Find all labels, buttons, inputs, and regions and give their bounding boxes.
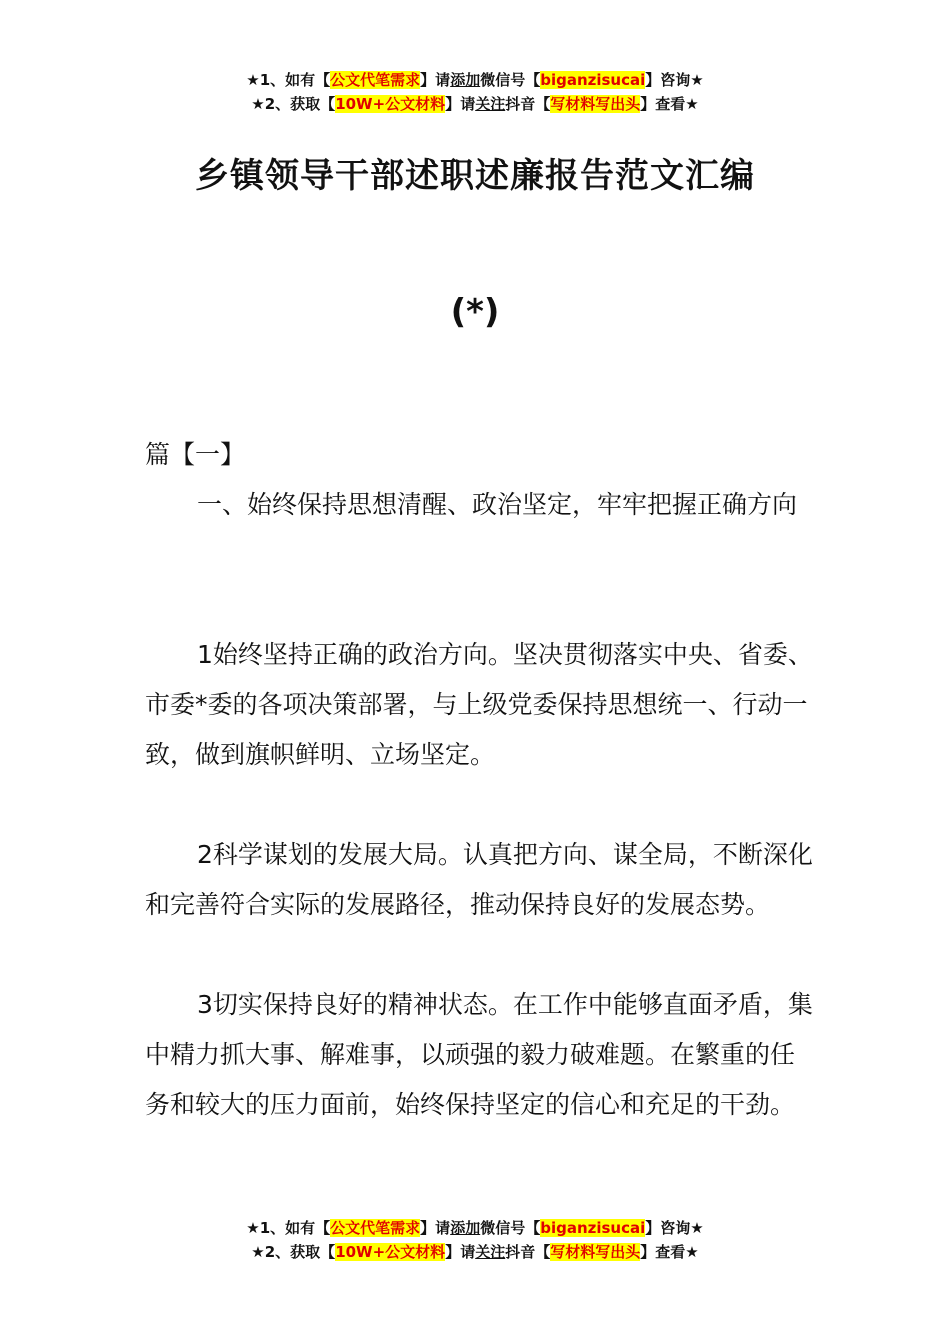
banner-text: 2、获取【: [264, 95, 336, 113]
section-label: 篇【一】: [145, 440, 246, 469]
star-icon: ★: [251, 1243, 265, 1261]
section-heading: [145, 480, 813, 530]
document-subtitle: (*): [450, 292, 500, 332]
underlined-text: 关注: [475, 1243, 506, 1261]
banner-text: 1、如有【: [259, 71, 331, 89]
douyin-id: 写材料写出头: [550, 95, 641, 113]
star-icon: ★: [246, 1219, 260, 1237]
banner-line-2: [0, 92, 950, 116]
banner-text: 】请: [445, 1243, 476, 1261]
highlight-text: 公文代笔需求: [330, 71, 421, 89]
banner-text: 抖音【: [505, 95, 551, 113]
banner-line-2: [0, 1240, 950, 1264]
banner-text: 】请: [445, 95, 476, 113]
banner-text: 2、获取【: [264, 1243, 336, 1261]
banner-text: 】请: [420, 1219, 451, 1237]
wechat-id: biganzisucai: [540, 71, 646, 89]
banner-text: 】查看★: [640, 1243, 699, 1261]
banner-text: 1、如有【: [259, 1219, 331, 1237]
underlined-text: 添加: [450, 1219, 481, 1237]
star-icon: ★: [251, 95, 265, 113]
banner-text: 抖音【: [505, 1243, 551, 1261]
banner-line-1: [0, 68, 950, 92]
banner-text: 】请: [420, 71, 451, 89]
heading-text: 一、始终保持思想清醒、政治坚定，牢牢把握正确方向: [197, 490, 798, 519]
douyin-id: 写材料写出头: [550, 1243, 641, 1261]
footer-banner: [0, 1216, 950, 1264]
paragraph-text: 3切实保持良好的精神状态。在工作中能够直面矛盾，集中精力抓大事、解难事，以顽强的毅力破难题。在繁重的任务和较大的压力面前，始终保持坚定的信心和充足的干劲。: [145, 990, 813, 1119]
banner-text: 微信号【: [480, 1219, 541, 1237]
document-title: 乡镇领导干部述职述廉报告范文汇编: [195, 156, 755, 196]
banner-line-1: [0, 1216, 950, 1240]
highlight-text: 10W+公文材料: [335, 95, 446, 113]
header-banner: [0, 68, 950, 116]
underlined-text: 关注: [475, 95, 506, 113]
paragraph-1: [145, 630, 813, 780]
paragraph-2: [145, 830, 813, 930]
banner-text: 】咨询★: [645, 71, 704, 89]
star-icon: ★: [246, 71, 260, 89]
paragraph-text: 1始终坚持正确的政治方向。坚决贯彻落实中央、省委、市委*委的各项决策部署，与上级党委保持思想统一、行动一致，做到旗帜鲜明、立场坚定。: [145, 640, 813, 769]
banner-text: 】查看★: [640, 95, 699, 113]
highlight-text: 公文代笔需求: [330, 1219, 421, 1237]
banner-text: 微信号【: [480, 71, 541, 89]
highlight-text: 10W+公文材料: [335, 1243, 446, 1261]
paragraph-3: [145, 980, 813, 1130]
wechat-id: biganzisucai: [540, 1219, 646, 1237]
banner-text: 】咨询★: [645, 1219, 704, 1237]
paragraph-text: 2科学谋划的发展大局。认真把方向、谋全局，不断深化和完善符合实际的发展路径，推动保持良好的发展态势。: [145, 840, 813, 919]
underlined-text: 添加: [450, 71, 481, 89]
